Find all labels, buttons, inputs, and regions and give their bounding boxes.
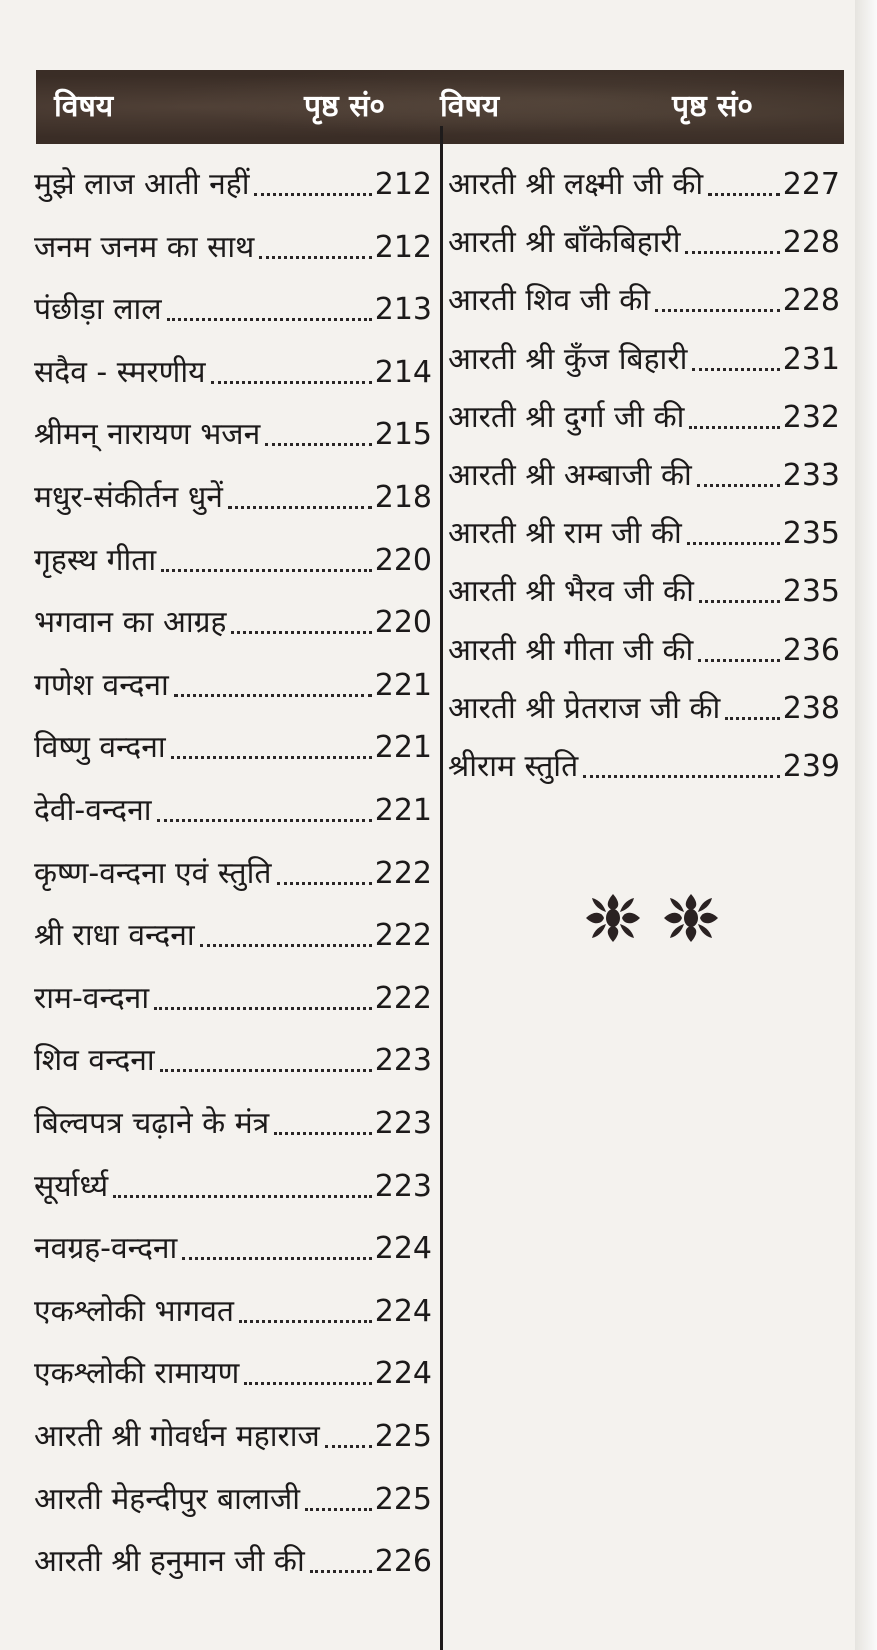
entry-title: मुझे लाज आती नहीं — [34, 167, 250, 202]
entry-page-number: 227 — [782, 167, 840, 202]
entry-title: नवग्रह-वन्दना — [34, 1231, 178, 1267]
dot-leader — [687, 542, 780, 545]
entry-title: एकश्लोकी रामायण — [34, 1356, 240, 1392]
entry-page-number: 224 — [374, 1293, 432, 1329]
contents-entry — [34, 1537, 432, 1583]
entry-page-number: 222 — [374, 855, 432, 891]
entry-page-number: 231 — [782, 341, 840, 377]
entry-page-number: 224 — [374, 1356, 432, 1392]
dot-leader — [305, 1508, 372, 1511]
entry-title: आरती श्री दुर्गा जी की — [448, 399, 685, 435]
contents-entry — [34, 160, 432, 206]
contents-entry — [34, 1162, 432, 1208]
dot-leader — [325, 1445, 372, 1448]
entry-title: सूर्यार्ध्य — [34, 1168, 109, 1204]
contents-entry — [448, 684, 840, 730]
dot-leader — [239, 1320, 372, 1323]
dot-leader — [254, 193, 371, 196]
entry-title: आरती श्री प्रेतराज जी की — [448, 690, 721, 726]
contents-entry — [448, 567, 840, 613]
dot-leader — [154, 1007, 372, 1010]
dot-leader — [244, 1382, 371, 1385]
entry-title: मधुर-संकीर्तन धुनें — [34, 480, 223, 515]
contents-entry — [34, 473, 432, 519]
dot-leader — [692, 368, 779, 371]
entry-title: गृहस्थ गीता — [34, 542, 157, 578]
entry-title: आरती श्री गीता जी की — [448, 632, 694, 668]
entry-page-number: 238 — [782, 690, 840, 726]
entry-title: आरती श्री कुँज बिहारी — [448, 341, 688, 377]
contents-entry — [448, 160, 840, 206]
dot-leader — [699, 600, 780, 603]
entry-page-number: 228 — [782, 283, 840, 319]
page-edge — [855, 0, 877, 1650]
contents-entry — [34, 911, 432, 957]
entry-title: आरती श्री भैरव जी की — [448, 574, 694, 610]
page-header-right: पृष्ठ सं० — [672, 89, 754, 124]
entry-title: आरती मेहन्दीपुर बालाजी — [34, 1481, 301, 1517]
contents-entry — [34, 348, 432, 394]
entry-page-number: 222 — [374, 980, 432, 1016]
contents-entry — [448, 393, 840, 439]
contents-entry — [448, 218, 840, 264]
dot-leader — [655, 309, 780, 312]
entry-page-number: 224 — [374, 1231, 432, 1267]
entry-page-number: 220 — [374, 542, 432, 578]
floral-ornament-icon — [578, 886, 728, 950]
dot-leader — [160, 1069, 372, 1072]
dot-leader — [310, 1570, 372, 1573]
entry-title: पंछीड़ा लाल — [34, 292, 162, 328]
entry-title: आरती श्री हनुमान जी की — [34, 1544, 305, 1580]
contents-entry — [34, 661, 432, 707]
contents-entry — [34, 1412, 432, 1458]
contents-entry — [34, 223, 432, 269]
entry-page-number: 239 — [782, 749, 840, 784]
entry-title: जनम जनम का साथ — [34, 229, 255, 265]
entry-page-number: 221 — [374, 730, 432, 766]
entry-title: सदैव - स्मरणीय — [34, 354, 206, 390]
contents-entry — [34, 723, 432, 769]
column-divider — [440, 126, 443, 1650]
entry-title: एकश्लोकी भागवत — [34, 1293, 234, 1329]
dot-leader — [157, 819, 372, 822]
dot-leader — [697, 484, 780, 487]
entry-page-number: 235 — [782, 574, 840, 610]
contents-entry — [448, 335, 840, 381]
dot-leader — [171, 756, 372, 759]
entry-page-number: 220 — [374, 605, 432, 641]
entry-title: आरती श्री गोवर्धन महाराज — [34, 1419, 320, 1454]
dot-leader — [167, 318, 372, 321]
entry-page-number: 223 — [374, 1043, 432, 1079]
entry-page-number: 212 — [374, 229, 432, 265]
entry-page-number: 235 — [782, 516, 840, 552]
dot-leader — [708, 193, 780, 196]
entry-page-number: 214 — [374, 354, 432, 390]
contents-entry — [34, 786, 432, 832]
entry-page-number: 213 — [374, 292, 432, 328]
contents-entry — [448, 626, 840, 672]
contents-entry — [34, 1036, 432, 1082]
contents-entry — [448, 509, 840, 555]
entry-page-number: 222 — [374, 918, 432, 954]
contents-entry — [34, 1099, 432, 1145]
contents-entry — [448, 742, 840, 788]
entry-title: विष्णु वन्दना — [34, 730, 166, 766]
contents-entry — [34, 1349, 432, 1395]
dot-leader — [259, 256, 371, 259]
entry-page-number: 221 — [374, 793, 432, 828]
contents-entry — [34, 1475, 432, 1521]
entry-title: बिल्वपत्र चढ़ाने के मंत्र — [34, 1106, 270, 1141]
entry-title: आरती श्री बाँकेबिहारी — [448, 225, 681, 261]
entry-title: श्रीराम स्तुति — [448, 749, 579, 784]
entry-page-number: 226 — [374, 1544, 432, 1580]
contents-entry — [34, 1224, 432, 1270]
dot-leader — [685, 251, 779, 254]
dot-leader — [200, 944, 372, 947]
dot-leader — [689, 426, 779, 429]
dot-leader — [174, 694, 372, 697]
entry-page-number: 228 — [782, 225, 840, 261]
entry-title: राम-वन्दना — [34, 980, 150, 1016]
entry-page-number: 215 — [374, 417, 432, 453]
dot-leader — [274, 1132, 372, 1135]
dot-leader — [265, 443, 372, 446]
dot-leader — [725, 717, 779, 720]
entry-title: कृष्ण-वन्दना एवं स्तुति — [34, 855, 272, 891]
contents-entry — [448, 451, 840, 497]
entry-page-number: 236 — [782, 632, 840, 668]
entry-title: शिव वन्दना — [34, 1043, 155, 1079]
entry-title: आरती श्री राम जी की — [448, 516, 682, 552]
entry-page-number: 221 — [374, 667, 432, 703]
subject-header-left: विषय — [54, 89, 114, 124]
entry-page-number: 233 — [782, 458, 840, 493]
dot-leader — [113, 1195, 372, 1198]
entry-page-number: 225 — [374, 1481, 432, 1517]
entry-page-number: 225 — [374, 1419, 432, 1454]
entry-title: आरती शिव जी की — [448, 283, 651, 319]
contents-entry — [34, 410, 432, 456]
subject-header-right: विषय — [440, 89, 500, 124]
page-header-left: पृष्ठ सं० — [304, 89, 386, 124]
dot-leader — [583, 775, 780, 778]
dot-leader — [161, 569, 372, 572]
dot-leader — [182, 1257, 371, 1260]
dot-leader — [698, 659, 779, 662]
dot-leader — [277, 882, 372, 885]
contents-entry — [34, 285, 432, 331]
contents-entry — [34, 536, 432, 582]
entry-title: आरती श्री लक्ष्मी जी की — [448, 167, 704, 202]
contents-entry — [448, 276, 840, 322]
contents-entry — [34, 598, 432, 644]
entry-title: श्री राधा वन्दना — [34, 918, 195, 954]
dot-leader — [231, 631, 371, 634]
dot-leader — [211, 381, 372, 384]
entry-title: गणेश वन्दना — [34, 667, 169, 703]
contents-entry — [34, 974, 432, 1020]
entry-page-number: 212 — [374, 167, 432, 202]
entry-page-number: 223 — [374, 1168, 432, 1204]
entry-title: श्रीमन् नारायण भजन — [34, 417, 261, 453]
entry-page-number: 218 — [374, 480, 432, 515]
contents-entry — [34, 849, 432, 895]
entry-title: आरती श्री अम्बाजी की — [448, 458, 692, 493]
entry-page-number: 223 — [374, 1106, 432, 1141]
contents-entry — [34, 1287, 432, 1333]
dot-leader — [228, 506, 372, 509]
entry-title: भगवान का आग्रह — [34, 605, 227, 641]
entry-title: देवी-वन्दना — [34, 793, 152, 828]
entry-page-number: 232 — [782, 399, 840, 435]
